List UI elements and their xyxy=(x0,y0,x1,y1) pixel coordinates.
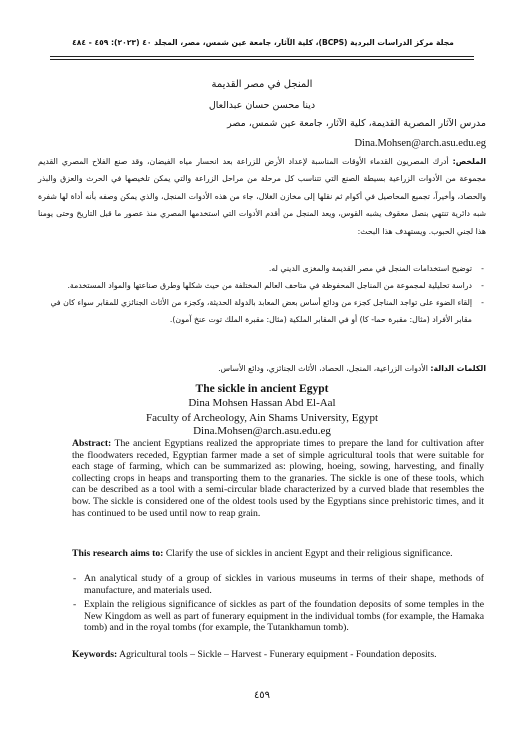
header-rule-top xyxy=(50,56,474,57)
english-title: The sickle in ancient Egypt xyxy=(195,383,329,395)
english-keywords-label: Keywords: xyxy=(72,649,118,660)
arabic-author: دينا محسن حسان عبدالعال xyxy=(208,100,316,111)
english-affiliation: Faculty of Archeology, Ain Shams University, Egypt xyxy=(146,412,378,424)
running-head: مجلة مركز الدراسات البردية (BCPS)، كلية الآثار، جامعة عين شمس، مصر، المجلد ٤٠ (٢٠٢٣): ٤٥٩ - ٤٨٤ xyxy=(72,38,454,47)
english-aim-item: - An analytical study of a group of sickles in various museums in terms of their shape, methods of manufacture, and materials used. xyxy=(72,573,484,596)
english-email: Dina.Mohsen@arch.asu.edu.eg xyxy=(193,425,331,437)
arabic-aims-list xyxy=(38,260,486,328)
english-keywords-text: Agricultural tools – Sickle – Harvest - Funerary equipment - Foundation deposits. xyxy=(117,649,437,660)
arabic-title: المنجل في مصر القديمة xyxy=(211,79,313,90)
english-abstract xyxy=(72,438,484,519)
arabic-aim-item: - دراسة تحليلية لمجموعة من المناجل المحفوظة في متاحف العالم المختلفة من حيث شكلها وطرق صناعتها والمواد المستخدمة. xyxy=(38,277,486,294)
english-aim-item: - Explain the religious significance of sickles as part of the foundation deposits of some temples in the New Kingdom as well as part of funerary equipment in the individual tombs (for example, the Hamaka tomb) and in the royal tombs (for example, the Tutankhamun tomb). xyxy=(72,599,484,634)
english-aims-list-1 xyxy=(72,573,484,596)
arabic-affiliation: مدرس الآثار المصرية القديمة، كلية الآثار، جامعة عين شمس، مصر xyxy=(227,118,486,129)
header-rule-bottom xyxy=(50,59,474,60)
english-author: Dina Mohsen Hassan Abd El-Aal xyxy=(188,397,336,409)
english-aims xyxy=(72,548,484,560)
arabic-abstract-text: أدرك المصريون القدماء الأوقات المناسبة لإعداد الأرض للزراعة بعد انحسار مياه الفيضان، وقد صنع الفلاح المصري القديم مجموعة من الأدوات الزراعية بسيطة الصنع التي تتناسب كل مرحلة من مراحل الزراعة والتي يمكن تلخيصها في الحرث والعزق والبذر والحصاد، وأخيراً، تجميع المحاصيل في أكوام ثم نقلها إلى مخازن الغلال، جاء من هذه الأدوات المنجل، والذي يمكن وصفه بأنه أداة لها شفرة شبه دائرية تنتهي بنصل معقوف يشبه القوس، ويعد المنجل من أقدم الأدوات التي استخدمها المصري منذ عصور ما قبل التاريخ وحتى يومنا هذا لجني الحبوب. ويستهدف هذا البحث: xyxy=(38,157,486,236)
arabic-aim-item: - إلقاء الضوء على تواجد المناجل كجزء من ودائع أساس بعض المعابد بالدولة الحديثة، وكجزء من الأثاث الجنائزي للمقابر سواء كان في مقابر الأفراد (مثال: مقبرة حما- كا) أو في المقابر الملكية (مثال: مقبرة الملك توت عنخ آمون). xyxy=(38,294,486,328)
arabic-abstract-label: الملخص: xyxy=(452,157,486,166)
english-keywords xyxy=(72,649,484,661)
arabic-section-email: Dina.Mohsen@arch.asu.edu.eg xyxy=(354,138,486,149)
page-number: ٤٥٩ xyxy=(253,690,271,701)
arabic-keywords xyxy=(38,364,486,373)
english-abstract-label: Abstract: xyxy=(72,438,112,449)
arabic-abstract xyxy=(38,153,486,240)
english-aims-label: This research aims to: xyxy=(72,548,164,559)
english-abstract-text: The ancient Egyptians realized the appropriate times to prepare the land for cultivation after the floodwaters receded, Egyptian farmer made a set of simple agricultural tools that were suitable for each stage of farming, which can be summarized as: plowing, hoeing, sowing, harvesting, and finally collecting crops in heaps and transporting them to the granaries. The sickle is one of these tools, which can be described as a tool with a semi-circular blade characterized by a curved blade that resembles the bow. The sickle is considered one of the oldest tools used by the Egyptians since prehistoric times, and it has continued to be used until now to reap grain. xyxy=(72,438,484,519)
english-aims-text: Clarify the use of sickles in ancient Egypt and their religious significance. xyxy=(163,548,453,559)
arabic-keywords-label: الكلمات الدالة: xyxy=(430,364,486,373)
arabic-keywords-text: الأدوات الزراعية، المنجل، الحصاد، الأثاث الجنائزي، ودائع الأساس. xyxy=(218,364,431,373)
english-aims-list-2 xyxy=(72,599,484,634)
arabic-aim-item: - توضيح استخدامات المنجل في مصر القديمة والمغزى الديني له. xyxy=(38,260,486,277)
